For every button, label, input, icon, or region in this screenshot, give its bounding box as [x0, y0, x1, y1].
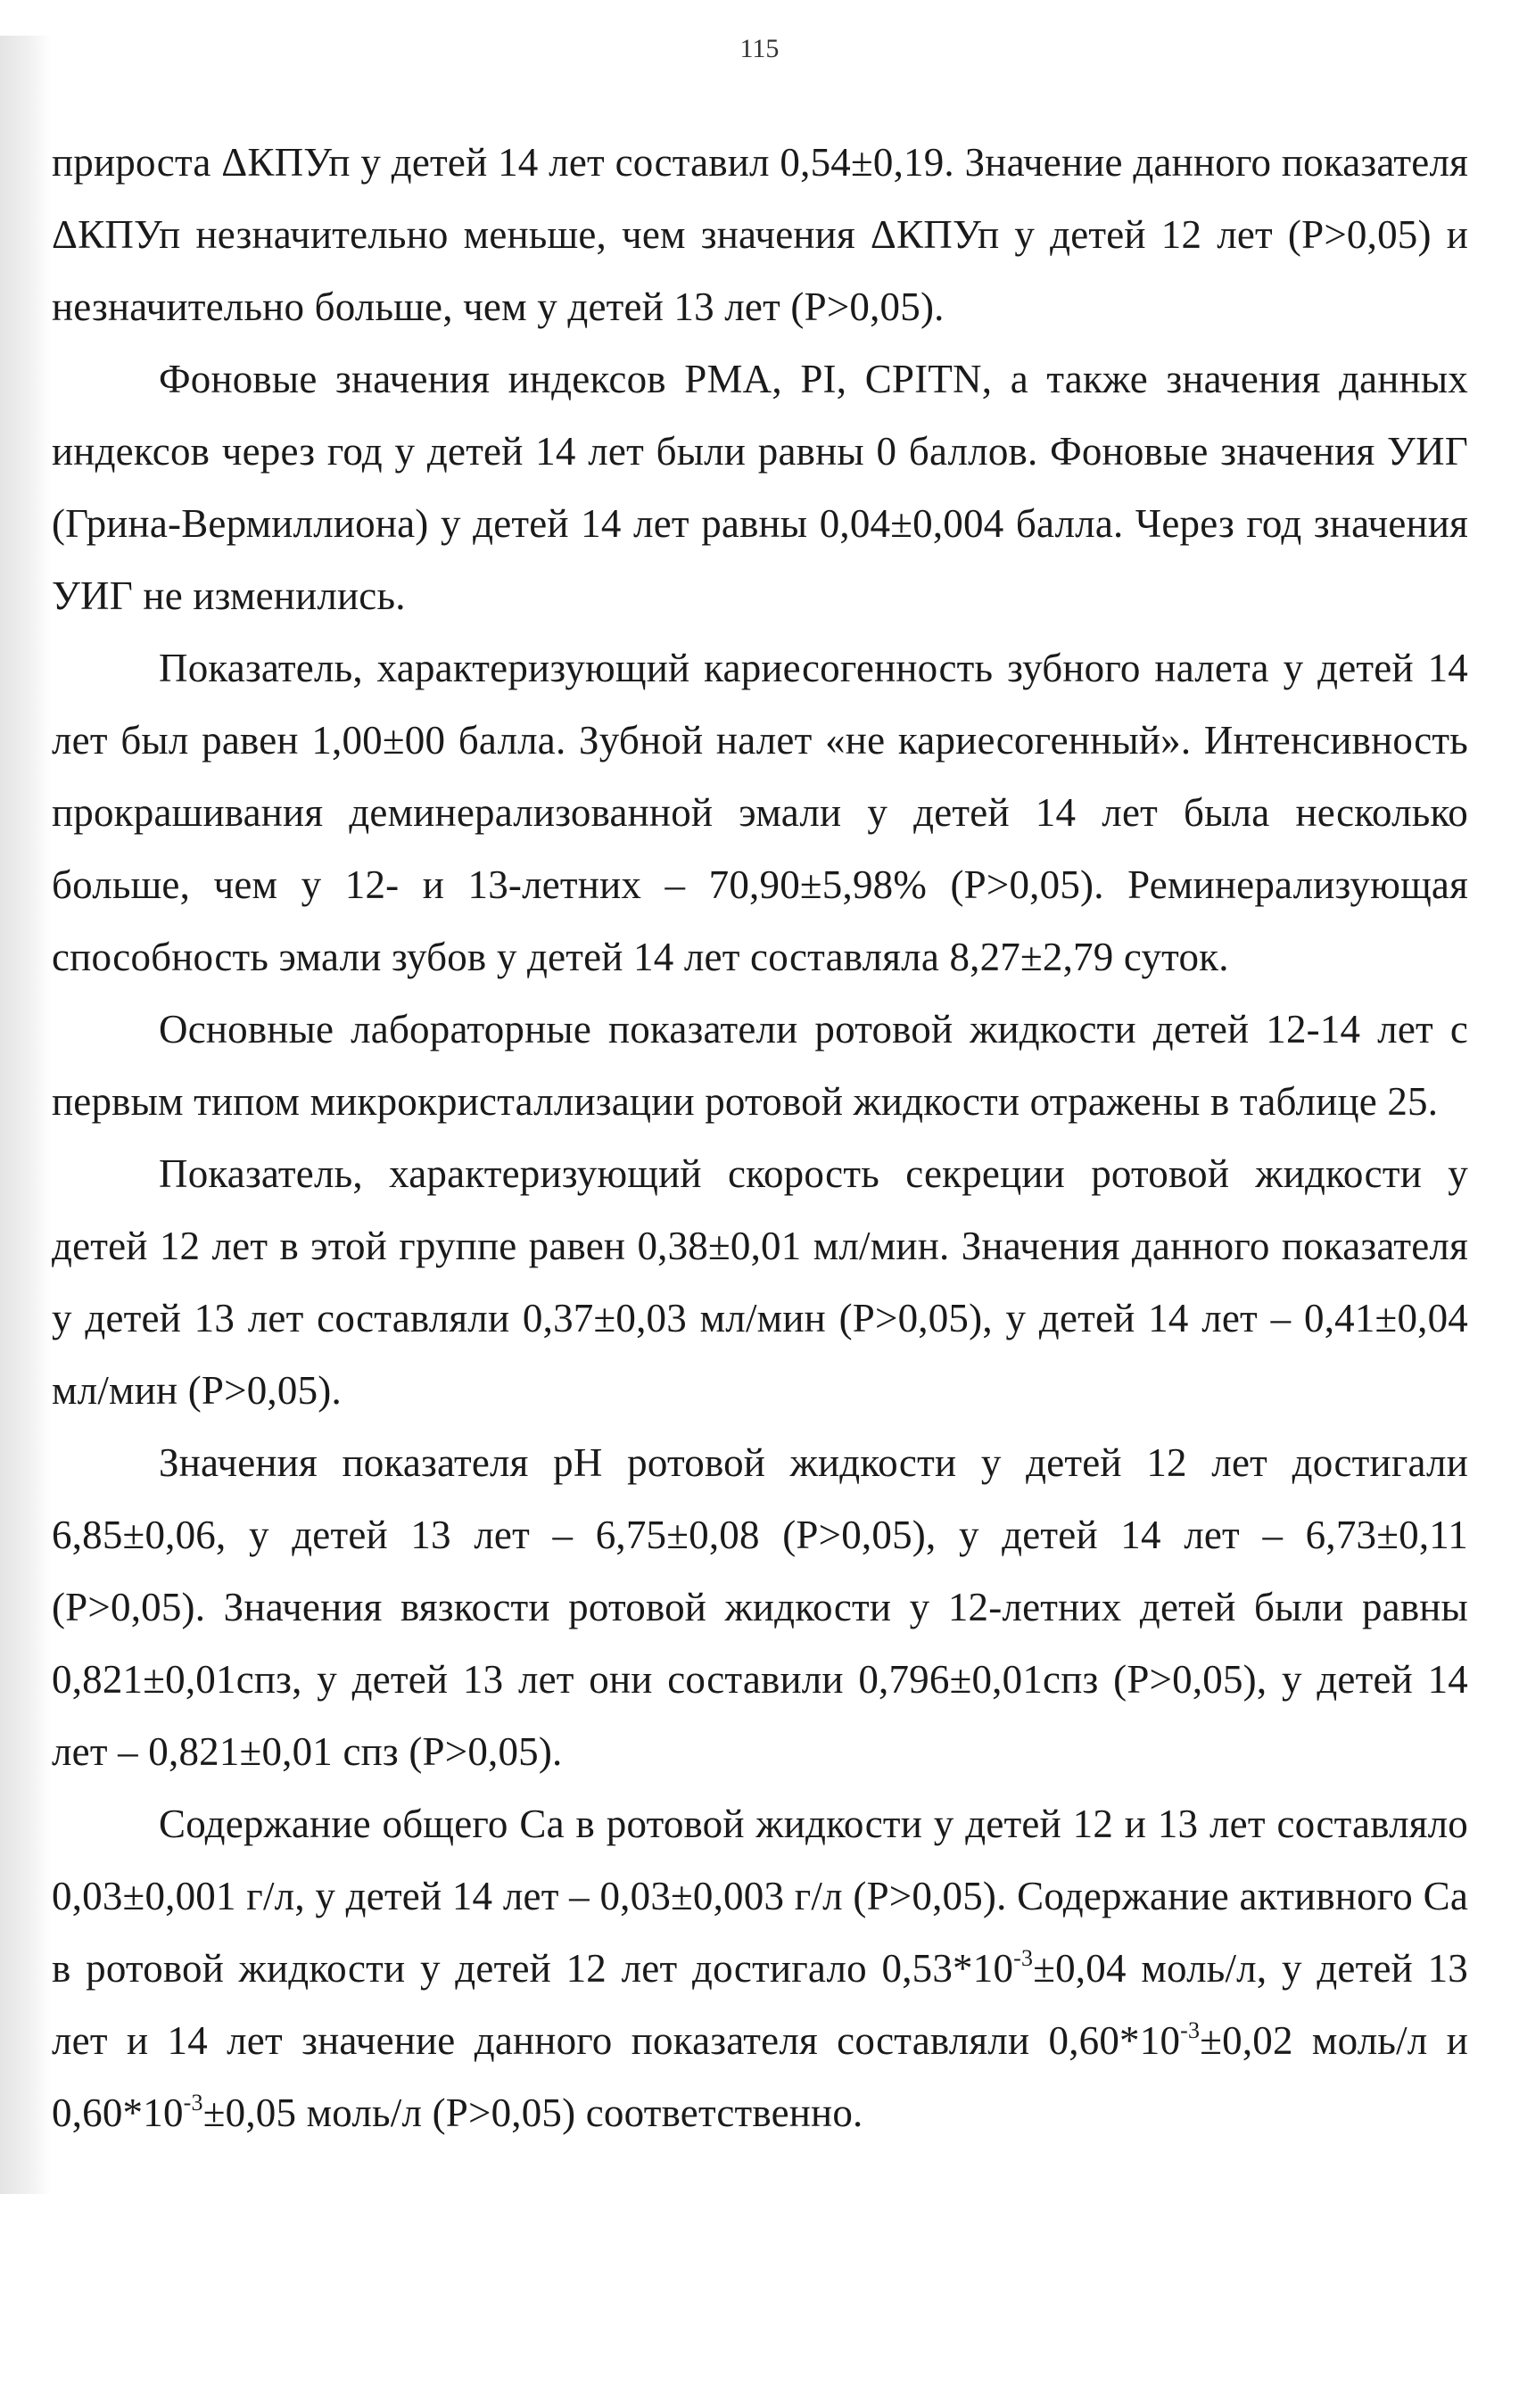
- calcium-text-4: ±0,05 моль/л (P>0,05) соответственно.: [202, 2091, 863, 2135]
- calcium-text-1: Содержание общего Ca в ротовой жидкости у детей 12 и 13 лет составляло 0,03±0,001 г/л, у детей 14 лет – 0,03±0,003 г/л (P>0,05). Содержание активного Ca в ротовой жидкости у детей 12 лет достигало 0,53*10: [52, 1802, 1468, 1991]
- exponent-2: -3: [1180, 2017, 1201, 2043]
- paragraph-background-indices: Фоновые значения индексов PMA, PI, CPITN, а также значения данных индексов через год у детей 14 лет были равны 0 баллов. Фоновые значения УИГ (Грина-Вермиллиона) у детей 14 лет равны 0,04±0,004 балла. Через год значения УИГ не изменились.: [52, 357, 1468, 618]
- calcium-text-2: ±0,04 моль/л, у детей 13 лет и 14 лет значение данного показателя составляли 0,60*10: [52, 1946, 1468, 2063]
- paragraph-secretion-rate: Показатель, характеризующий скорость секреции ротовой жидкости у детей 12 лет в этой группе равен 0,38±0,01 мл/мин. Значения данного показателя у детей 13 лет составляли 0,37±0,03 мл/мин (P>0,05), у детей 14 лет – 0,41±0,04 мл/мин (P>0,05).: [52, 1151, 1468, 1413]
- paragraph-lab-indicators: Основные лабораторные показатели ротовой жидкости детей 12-14 лет с первым типом микрокристаллизации ротовой жидкости отражены в таблице 25.: [52, 1007, 1468, 1124]
- exponent-1: -3: [1013, 1945, 1034, 1971]
- page-body: [52, 127, 1468, 2149]
- calcium-text-3: ±0,02 моль/л и 0,60*10: [52, 2018, 1468, 2135]
- exponent-3: -3: [183, 2090, 203, 2115]
- scan-shadow-edge: [0, 36, 52, 2194]
- paragraph-continuation: прироста ΔКПУп у детей 14 лет составил 0,54±0,19. Значение данного показателя ΔКПУп незначительно меньше, чем значения ΔКПУп у детей 12 лет (P>0,05) и незначительно больше, чем у детей 13 лет (P>0,05).: [52, 140, 1468, 329]
- paragraph-ph-viscosity: Значения показателя pH ротовой жидкости у детей 12 лет достигали 6,85±0,06, у детей 13 лет – 6,75±0,08 (P>0,05), у детей 14 лет – 6,73±0,11 (P>0,05). Значения вязкости ротовой жидкости у 12-летних детей были равны 0,821±0,01спз, у детей 13 лет они составили 0,796±0,01спз (P>0,05), у детей 14 лет – 0,821±0,01 спз (P>0,05).: [52, 1440, 1468, 1774]
- paragraph-calcium: [52, 1788, 1468, 2149]
- paragraph-plaque-cariogenicity: Показатель, характеризующий кариесогенность зубного налета у детей 14 лет был равен 1,00±00 балла. Зубной налет «не кариесогенный». Интенсивность прокрашивания деминерализованной эмали у детей 14 лет была несколько больше, чем у 12- и 13-летних – 70,90±5,98% (P>0,05). Реминерализующая способность эмали зубов у детей 14 лет составляла 8,27±2,79 суток.: [52, 646, 1468, 979]
- page-number: 115: [739, 34, 780, 63]
